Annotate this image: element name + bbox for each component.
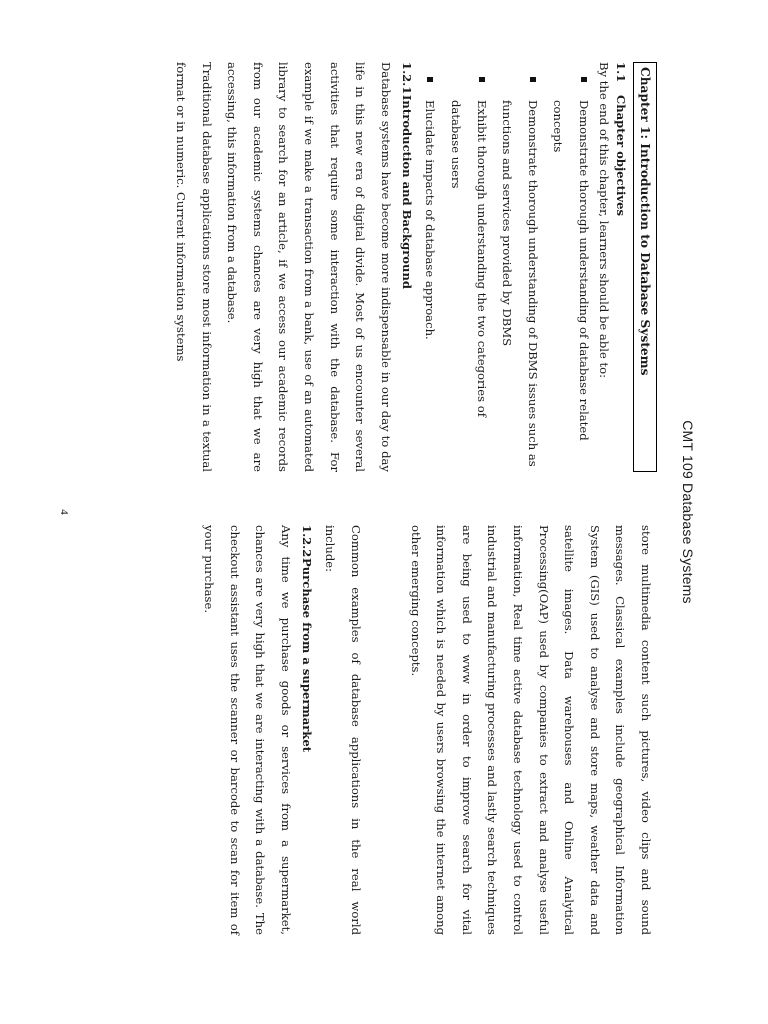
bullet-icon bbox=[479, 77, 485, 82]
section-title: Chapter objectives bbox=[614, 95, 628, 217]
objective-item bbox=[417, 62, 443, 472]
bullet-icon bbox=[530, 77, 536, 82]
chapter-title: Chapter 1: Introduction to Database Systems bbox=[633, 62, 657, 472]
body-paragraph: store multimedia content such pictures, video clips and sound messages. Classical examples include geographical Information System (GIS) used to analyse and store maps, weather data and satellite images. Data warehouses and Online Analytical Processing(OAP) used by companies to extract and analyse useful information, Real time active database technology used to control industrial and manufacturing processes and lastly search techniques are being used to www in order to improve search for vital information which is needed by users browsing the internet among other emerging concepts. bbox=[408, 525, 653, 935]
objective-text: Exhibit thorough understanding the two categories of database users bbox=[449, 100, 489, 418]
section-title: Introduction and Background bbox=[399, 95, 414, 290]
section-number: 1.2.2 bbox=[299, 525, 314, 558]
objective-item bbox=[545, 62, 596, 472]
body-paragraph: Common examples of database applications in the real world include: bbox=[323, 525, 364, 935]
objective-item bbox=[442, 62, 493, 472]
page-number: 4 bbox=[58, 509, 70, 515]
objectives-intro: By the end of this chapter, learners should be able to: bbox=[597, 62, 611, 379]
objective-item bbox=[494, 62, 545, 472]
running-header: CMT 109 Database Systems bbox=[680, 420, 696, 604]
objective-text: Elucidate impacts of database approach. bbox=[423, 100, 438, 340]
body-paragraph: Traditional database applications store most information in a textual format or in numeric. Current information systems bbox=[174, 62, 214, 472]
objective-text: Demonstrate thorough understanding of DBMS issues such as functions and services provided by DBMS bbox=[500, 100, 540, 467]
right-column bbox=[196, 525, 659, 935]
objective-text: Demonstrate thorough understanding of database related concepts bbox=[551, 100, 591, 441]
body-paragraph: Database systems have become more indispensable in our day to day life in this new era of digital divide. Most of us encounter several activities that require some interaction with the database. For example if we make a transaction from a bank, use of an automated library to search for an article, if we access our academic records from our academic systems chances are very high that we are accessing, this information from a database. bbox=[225, 62, 393, 472]
bullet-icon bbox=[581, 77, 587, 82]
section-heading bbox=[298, 525, 315, 935]
section-title: Purchase from a supermarket bbox=[299, 558, 314, 753]
objectives-list bbox=[417, 62, 596, 472]
bullet-icon bbox=[427, 77, 433, 82]
section-number: 1.1 bbox=[614, 62, 628, 83]
left-column bbox=[168, 62, 659, 472]
section-heading bbox=[612, 62, 629, 472]
body-paragraph: Any time we purchase goods or services from a supermarket, chances are very high that we are interacting with a database. The checkout assistant uses the scanner or barcode to scan for item of your purchase. bbox=[202, 525, 293, 935]
spacer bbox=[368, 525, 402, 935]
section-heading bbox=[398, 62, 415, 472]
section-number: 1.2.1 bbox=[399, 62, 414, 95]
